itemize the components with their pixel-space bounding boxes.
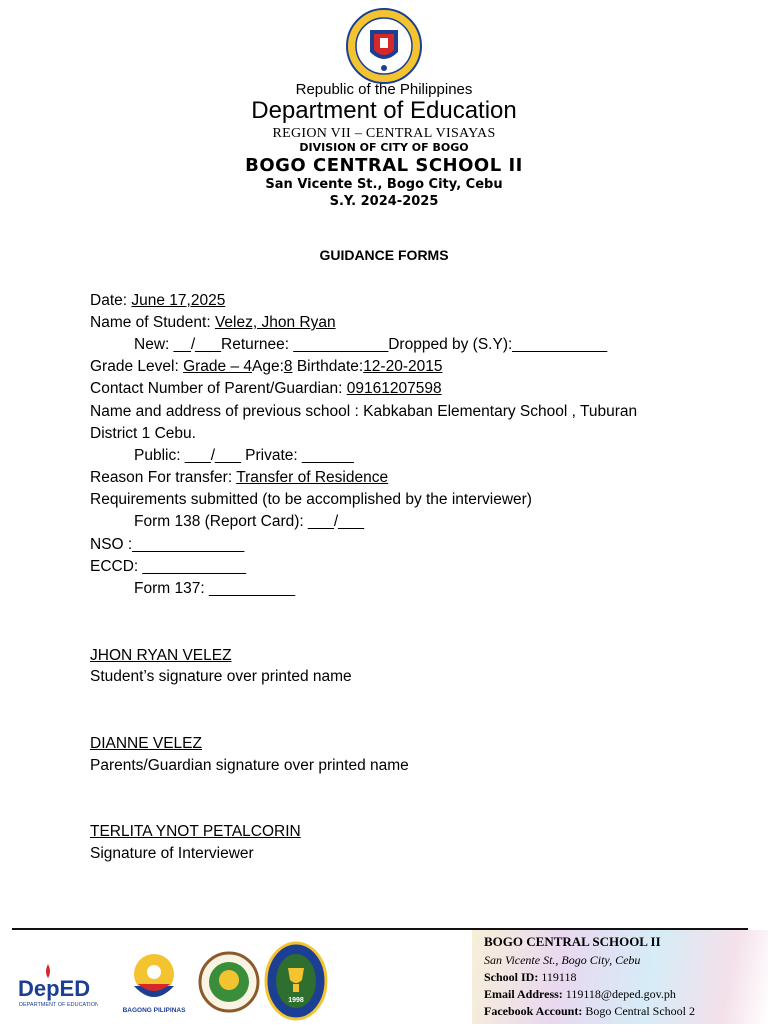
student-signature-caption: Student’s signature over printed name [90, 668, 352, 685]
deped-logo-subtext: DEPARTMENT OF EDUCATION [19, 1002, 98, 1008]
deped-logo-text: DepED [18, 976, 91, 1001]
footer-school-id-label: School ID: [484, 970, 539, 984]
birthdate-label: Birthdate: [296, 358, 364, 375]
parent-printed-name: DIANNE VELEZ [90, 735, 202, 752]
footer-email [484, 987, 676, 1002]
footer-facebook-value: Bogo Central School 2 [585, 1004, 695, 1018]
form-title: GUIDANCE FORMS [319, 247, 449, 263]
birthdate-value: 12-20-2015 [363, 358, 443, 375]
header-republic: Republic of the Philippines [295, 81, 473, 98]
reason-label: Reason For transfer: [90, 469, 233, 486]
date-label: Date: [90, 292, 128, 309]
student-printed-name: JHON RYAN VELEZ [90, 647, 232, 664]
grade-value: Grade – 4 [183, 358, 252, 375]
grade-label: Grade Level: [90, 358, 179, 375]
date-row [90, 292, 225, 310]
header-school-year: S.Y. 2024-2025 [329, 194, 439, 209]
requirements-row: Requirements submitted (to be accomplished by the interviewer) [90, 491, 532, 508]
student-name-label: Name of Student: [90, 314, 211, 331]
form138-row: Form 138 (Report Card): ___/___ [134, 513, 365, 530]
reason-row [90, 469, 388, 487]
form137-row: Form 137: __________ [134, 580, 296, 597]
grade-row [90, 358, 442, 376]
header-division: DIVISION OF CITY OF BOGO [299, 141, 469, 154]
previous-school-line1: Name and address of previous school : Kabkaban Elementary School , Tuburan [90, 403, 638, 420]
header-region: REGION VII – CENTRAL VISAYAS [272, 126, 496, 141]
header-school: BOGO CENTRAL SCHOOL II [245, 155, 523, 176]
bagong-pilipinas-text: BAGONG PILIPINAS [122, 1007, 186, 1014]
age-value: 8 [283, 358, 293, 375]
bagong-pilipinas-logo [118, 946, 190, 1016]
footer-address: San Vicente St., Bogo City, Cebu [484, 953, 641, 967]
footer-school-id-value: 119118 [541, 970, 577, 984]
footer-email-label: Email Address: [484, 987, 563, 1001]
reason-value: Transfer of Residence [236, 469, 389, 486]
nso-row: NSO :_____________ [90, 536, 245, 553]
header-department: Department of Education [251, 97, 517, 124]
footer-email-value: 119118@deped.gov.ph [565, 987, 676, 1001]
status-row: New: __/___Returnee: ___________Dropped by (S.Y):___________ [134, 336, 608, 353]
contact-row [90, 380, 442, 398]
eccd-row: ECCD: ____________ [90, 558, 246, 575]
date-value: June 17,2025 [131, 292, 226, 309]
interviewer-signature-caption: Signature of Interviewer [90, 845, 254, 862]
previous-school-line2: District 1 Cebu. [90, 425, 196, 442]
footer-school-id [484, 970, 576, 985]
student-name-row [90, 314, 336, 332]
interviewer-printed-name: TERLITA YNOT PETALCORIN [90, 823, 301, 840]
footer-facebook-label: Facebook Account: [484, 1004, 583, 1018]
student-name-value: Velez, Jhon Ryan [214, 314, 336, 331]
header-address: San Vicente St., Bogo City, Cebu [265, 177, 503, 192]
school-badge-year: 1998 [288, 997, 304, 1004]
deped-seal [346, 8, 422, 84]
footer-school-name: BOGO CENTRAL SCHOOL II [484, 934, 661, 949]
contact-value: 09161207598 [346, 380, 442, 397]
deped-logo [18, 960, 98, 1010]
contact-label: Contact Number of Parent/Guardian: [90, 380, 343, 397]
public-private-row: Public: ___/___ Private: ______ [134, 447, 354, 464]
parent-signature-caption: Parents/Guardian signature over printed name [90, 757, 409, 774]
age-label: Age: [252, 358, 284, 375]
school-badge [264, 940, 328, 1022]
footer-facebook [484, 1004, 695, 1019]
division-seal [198, 944, 260, 1020]
